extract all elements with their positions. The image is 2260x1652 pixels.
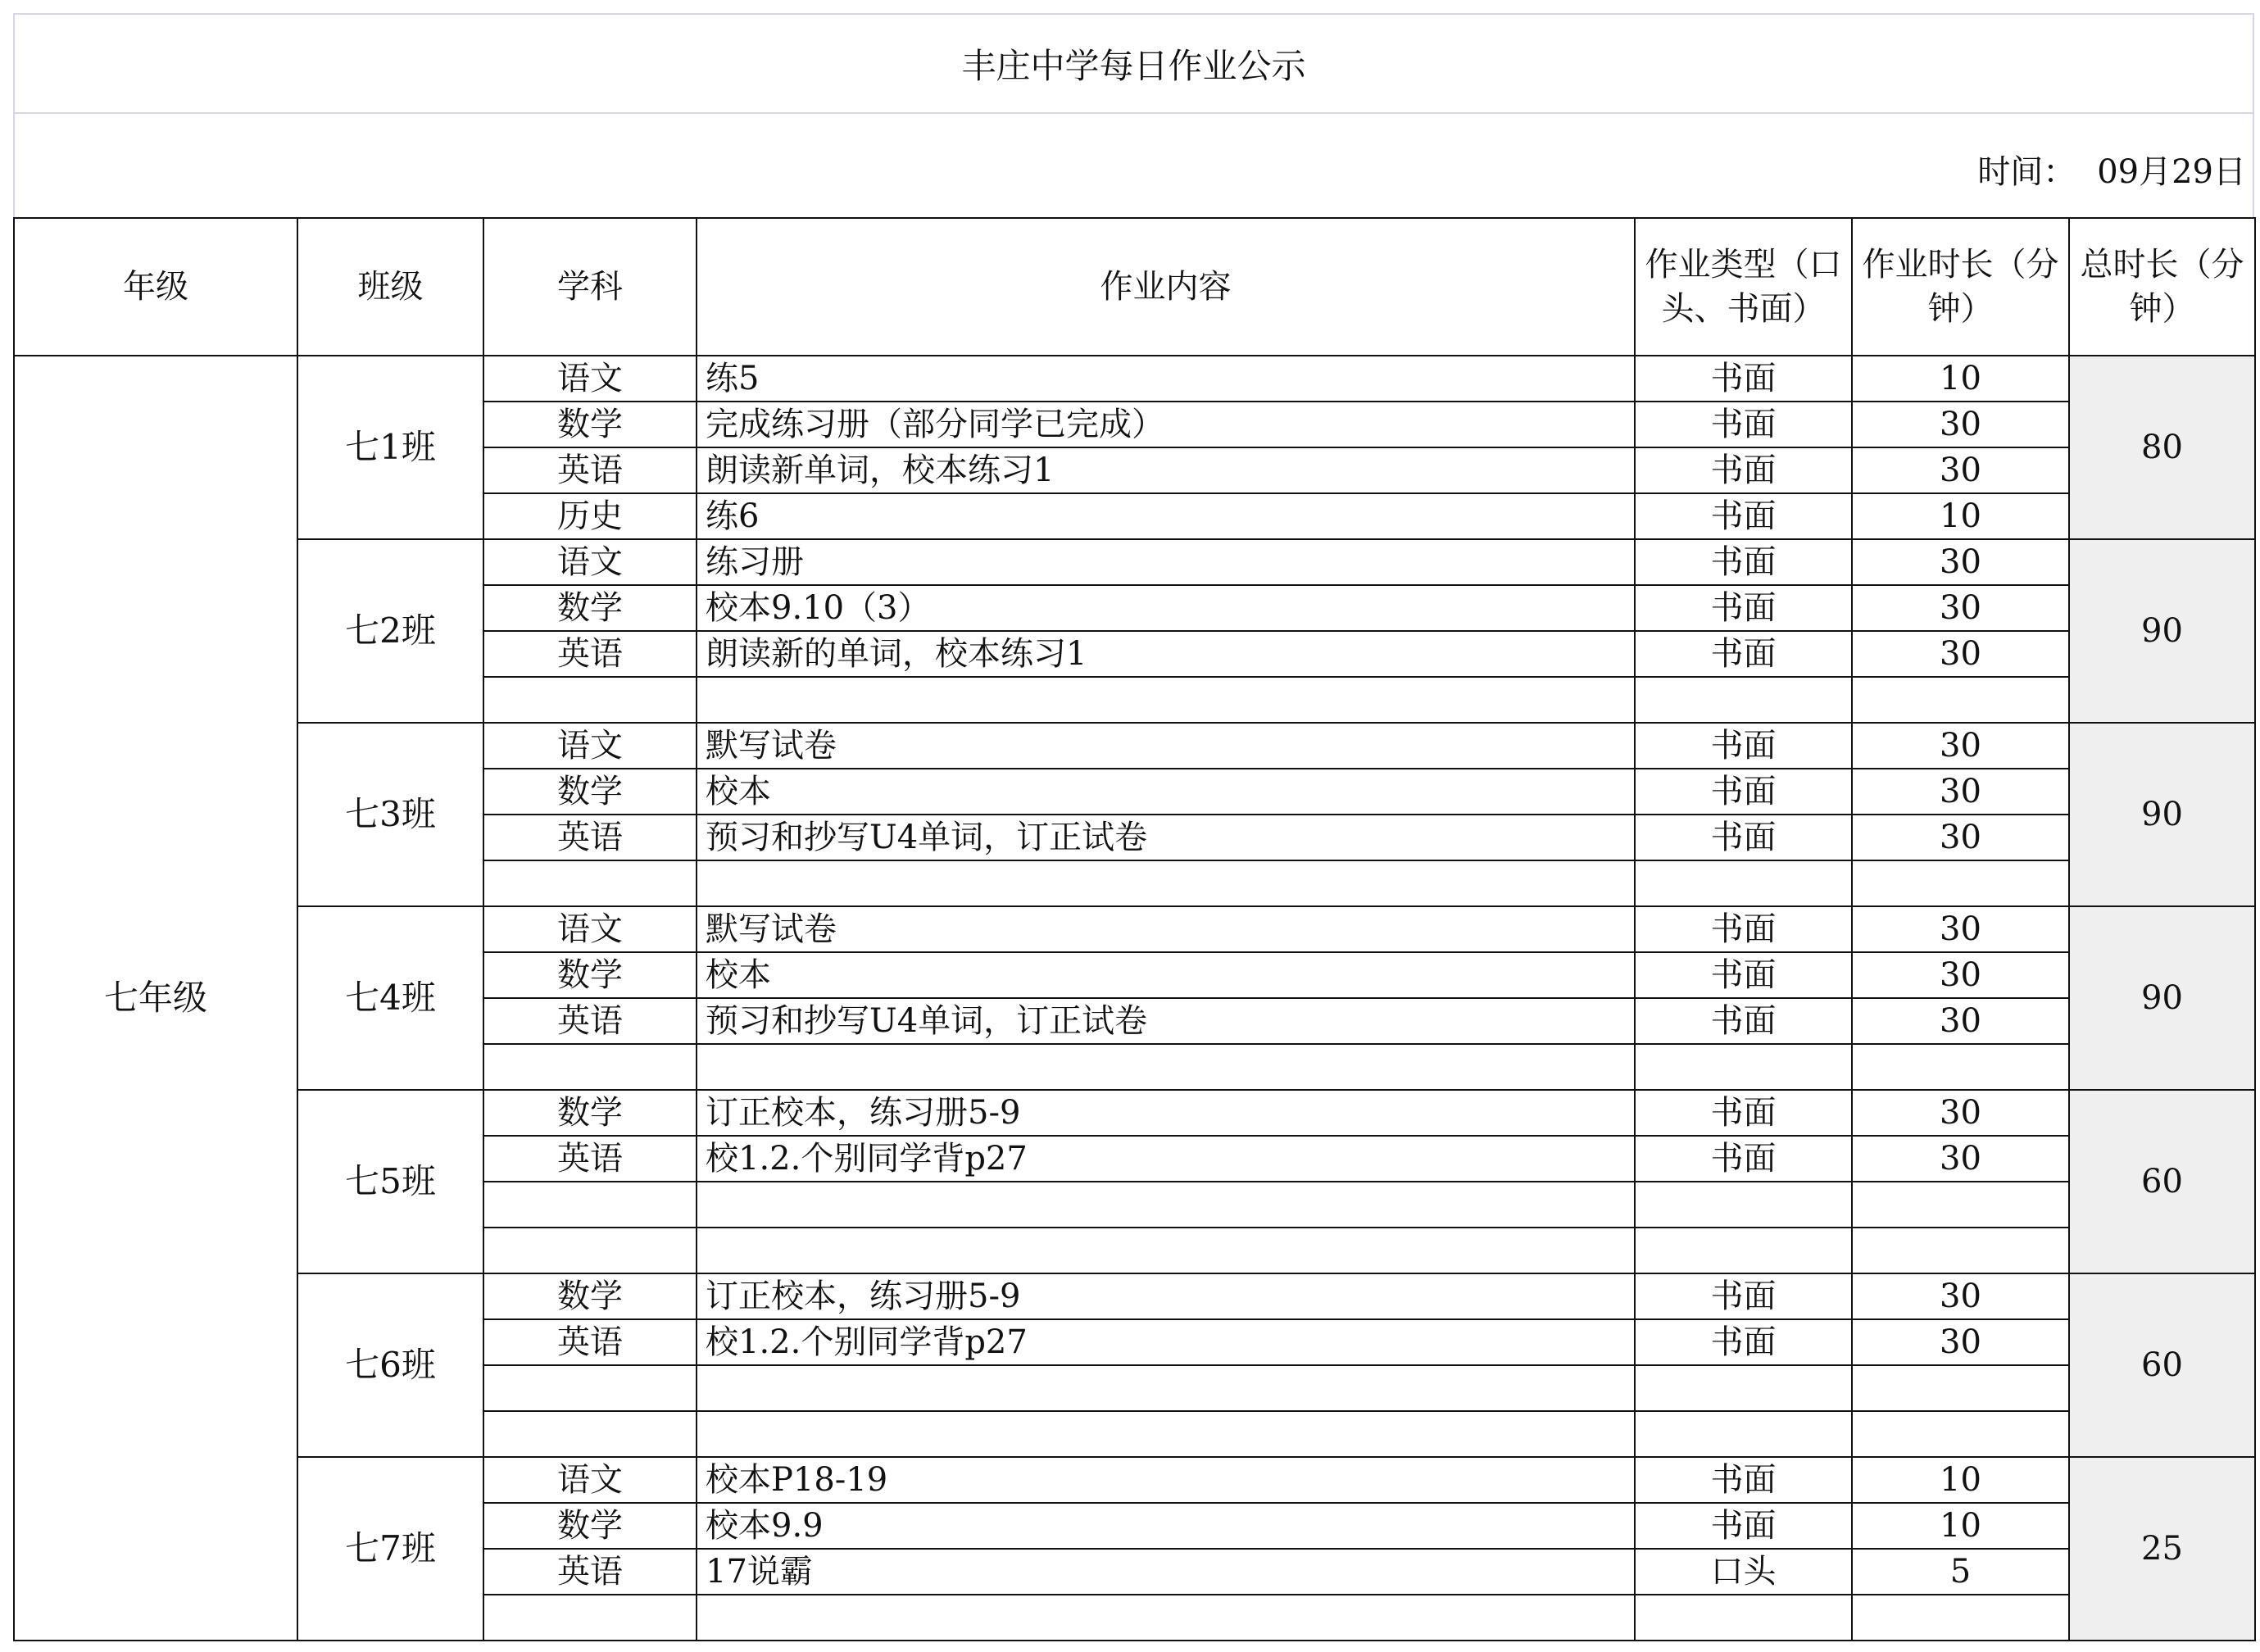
duration-cell: 30	[1852, 447, 2069, 493]
subject-cell: 英语	[483, 998, 697, 1044]
duration-cell	[1852, 860, 2069, 906]
content-cell: 预习和抄写U4单词，订正试卷	[697, 815, 1635, 860]
content-cell: 默写试卷	[697, 723, 1635, 769]
type-cell	[1635, 1228, 1852, 1273]
table-row	[14, 356, 2255, 402]
header-duration: 作业时长（分钟）	[1852, 218, 2069, 356]
duration-cell	[1852, 677, 2069, 723]
subject-cell: 数学	[483, 952, 697, 998]
type-cell: 书面	[1635, 402, 1852, 447]
subject-cell: 语文	[483, 1457, 697, 1503]
type-cell	[1635, 1411, 1852, 1457]
duration-cell	[1852, 1182, 2069, 1228]
type-cell: 书面	[1635, 952, 1852, 998]
duration-cell: 30	[1852, 723, 2069, 769]
content-cell: 完成练习册（部分同学已完成）	[697, 402, 1635, 447]
type-cell: 口头	[1635, 1549, 1852, 1595]
subject-cell	[483, 1595, 697, 1641]
duration-cell: 30	[1852, 539, 2069, 585]
subject-cell	[483, 1365, 697, 1411]
subject-cell: 数学	[483, 402, 697, 447]
subject-cell	[483, 677, 697, 723]
content-cell: 校本	[697, 952, 1635, 998]
class-cell: 七5班	[297, 1090, 483, 1273]
duration-cell: 30	[1852, 1319, 2069, 1365]
subject-cell	[483, 1228, 697, 1273]
subject-cell	[483, 1182, 697, 1228]
subject-cell: 英语	[483, 1136, 697, 1182]
subject-cell: 数学	[483, 585, 697, 631]
subject-cell	[483, 860, 697, 906]
type-cell: 书面	[1635, 356, 1852, 402]
content-cell	[697, 1044, 1635, 1090]
grade-cell: 七年级	[14, 356, 297, 1641]
duration-cell: 10	[1852, 356, 2069, 402]
homework-body	[14, 356, 2255, 1641]
subject-cell: 语文	[483, 906, 697, 952]
duration-cell: 10	[1852, 1457, 2069, 1503]
duration-cell: 30	[1852, 585, 2069, 631]
type-cell: 书面	[1635, 1090, 1852, 1136]
header-class: 班级	[297, 218, 483, 356]
header-type: 作业类型（口头、书面）	[1635, 218, 1852, 356]
duration-cell: 30	[1852, 998, 2069, 1044]
table-row	[14, 1090, 2255, 1136]
header-total: 总时长（分钟）	[2069, 218, 2255, 356]
type-cell: 书面	[1635, 447, 1852, 493]
subject-cell: 语文	[483, 723, 697, 769]
subject-cell	[483, 1411, 697, 1457]
header-grade: 年级	[14, 218, 297, 356]
type-cell: 书面	[1635, 998, 1852, 1044]
class-cell: 七4班	[297, 906, 483, 1090]
class-cell: 七1班	[297, 356, 483, 539]
content-cell	[697, 677, 1635, 723]
type-cell	[1635, 1182, 1852, 1228]
duration-cell: 5	[1852, 1549, 2069, 1595]
table-row	[14, 1457, 2255, 1503]
content-cell: 默写试卷	[697, 906, 1635, 952]
type-cell: 书面	[1635, 1457, 1852, 1503]
content-cell: 预习和抄写U4单词，订正试卷	[697, 998, 1635, 1044]
duration-cell: 30	[1852, 769, 2069, 815]
subject-cell: 语文	[483, 356, 697, 402]
subject-cell: 数学	[483, 1273, 697, 1319]
duration-cell	[1852, 1411, 2069, 1457]
type-cell: 书面	[1635, 631, 1852, 677]
type-cell: 书面	[1635, 585, 1852, 631]
type-cell	[1635, 1365, 1852, 1411]
table-row	[14, 906, 2255, 952]
content-cell	[697, 1411, 1635, 1457]
total-cell: 90	[2069, 539, 2255, 723]
content-cell: 校本9.9	[697, 1503, 1635, 1549]
content-cell: 订正校本，练习册5-9	[697, 1090, 1635, 1136]
page-title: 丰庄中学每日作业公示	[13, 13, 2254, 114]
content-cell	[697, 1228, 1635, 1273]
total-cell: 60	[2069, 1090, 2255, 1273]
content-cell: 练习册	[697, 539, 1635, 585]
subject-cell: 英语	[483, 447, 697, 493]
subject-cell: 英语	[483, 631, 697, 677]
content-cell: 订正校本，练习册5-9	[697, 1273, 1635, 1319]
type-cell: 书面	[1635, 723, 1852, 769]
total-cell: 80	[2069, 356, 2255, 539]
date-row	[13, 114, 2254, 217]
content-cell: 练6	[697, 493, 1635, 539]
type-cell: 书面	[1635, 1319, 1852, 1365]
type-cell	[1635, 1595, 1852, 1641]
table-row	[14, 539, 2255, 585]
subject-cell: 语文	[483, 539, 697, 585]
subject-cell: 英语	[483, 1319, 697, 1365]
content-cell	[697, 1182, 1635, 1228]
content-cell: 朗读新单词，校本练习1	[697, 447, 1635, 493]
duration-cell: 10	[1852, 1503, 2069, 1549]
duration-cell	[1852, 1228, 2069, 1273]
subject-cell: 英语	[483, 1549, 697, 1595]
duration-cell: 30	[1852, 952, 2069, 998]
subject-cell: 英语	[483, 815, 697, 860]
type-cell	[1635, 677, 1852, 723]
header-row	[14, 218, 2255, 356]
type-cell: 书面	[1635, 1136, 1852, 1182]
duration-cell: 30	[1852, 1090, 2069, 1136]
header-subject: 学科	[483, 218, 697, 356]
subject-cell	[483, 1044, 697, 1090]
class-cell: 七6班	[297, 1273, 483, 1457]
duration-cell: 30	[1852, 1136, 2069, 1182]
type-cell: 书面	[1635, 769, 1852, 815]
type-cell: 书面	[1635, 815, 1852, 860]
content-cell: 校1.2.个别同学背p27	[697, 1136, 1635, 1182]
total-cell: 25	[2069, 1457, 2255, 1641]
duration-cell: 30	[1852, 815, 2069, 860]
duration-cell: 30	[1852, 1273, 2069, 1319]
content-cell: 校1.2.个别同学背p27	[697, 1319, 1635, 1365]
content-cell	[697, 1365, 1635, 1411]
type-cell: 书面	[1635, 906, 1852, 952]
date-value: 09月29日	[2097, 153, 2246, 191]
content-cell: 校本	[697, 769, 1635, 815]
type-cell: 书面	[1635, 1273, 1852, 1319]
subject-cell: 数学	[483, 1090, 697, 1136]
type-cell: 书面	[1635, 493, 1852, 539]
duration-cell: 30	[1852, 402, 2069, 447]
total-cell: 90	[2069, 723, 2255, 906]
total-cell: 60	[2069, 1273, 2255, 1457]
type-cell: 书面	[1635, 1503, 1852, 1549]
duration-cell: 10	[1852, 493, 2069, 539]
type-cell	[1635, 1044, 1852, 1090]
homework-table	[13, 217, 2256, 1641]
content-cell: 校本9.10（3）	[697, 585, 1635, 631]
content-cell	[697, 860, 1635, 906]
date-label: 时间：	[1977, 153, 2076, 191]
class-cell: 七7班	[297, 1457, 483, 1641]
duration-cell	[1852, 1365, 2069, 1411]
duration-cell: 30	[1852, 906, 2069, 952]
content-cell: 练5	[697, 356, 1635, 402]
total-cell: 90	[2069, 906, 2255, 1090]
type-cell: 书面	[1635, 539, 1852, 585]
content-cell: 校本P18-19	[697, 1457, 1635, 1503]
subject-cell: 数学	[483, 769, 697, 815]
table-row	[14, 1273, 2255, 1319]
class-cell: 七3班	[297, 723, 483, 906]
table-row	[14, 723, 2255, 769]
content-cell	[697, 1595, 1635, 1641]
class-cell: 七2班	[297, 539, 483, 723]
header-content: 作业内容	[697, 218, 1635, 356]
content-cell: 17说霸	[697, 1549, 1635, 1595]
type-cell	[1635, 860, 1852, 906]
subject-cell: 历史	[483, 493, 697, 539]
duration-cell: 30	[1852, 631, 2069, 677]
duration-cell	[1852, 1595, 2069, 1641]
subject-cell: 数学	[483, 1503, 697, 1549]
content-cell: 朗读新的单词，校本练习1	[697, 631, 1635, 677]
duration-cell	[1852, 1044, 2069, 1090]
